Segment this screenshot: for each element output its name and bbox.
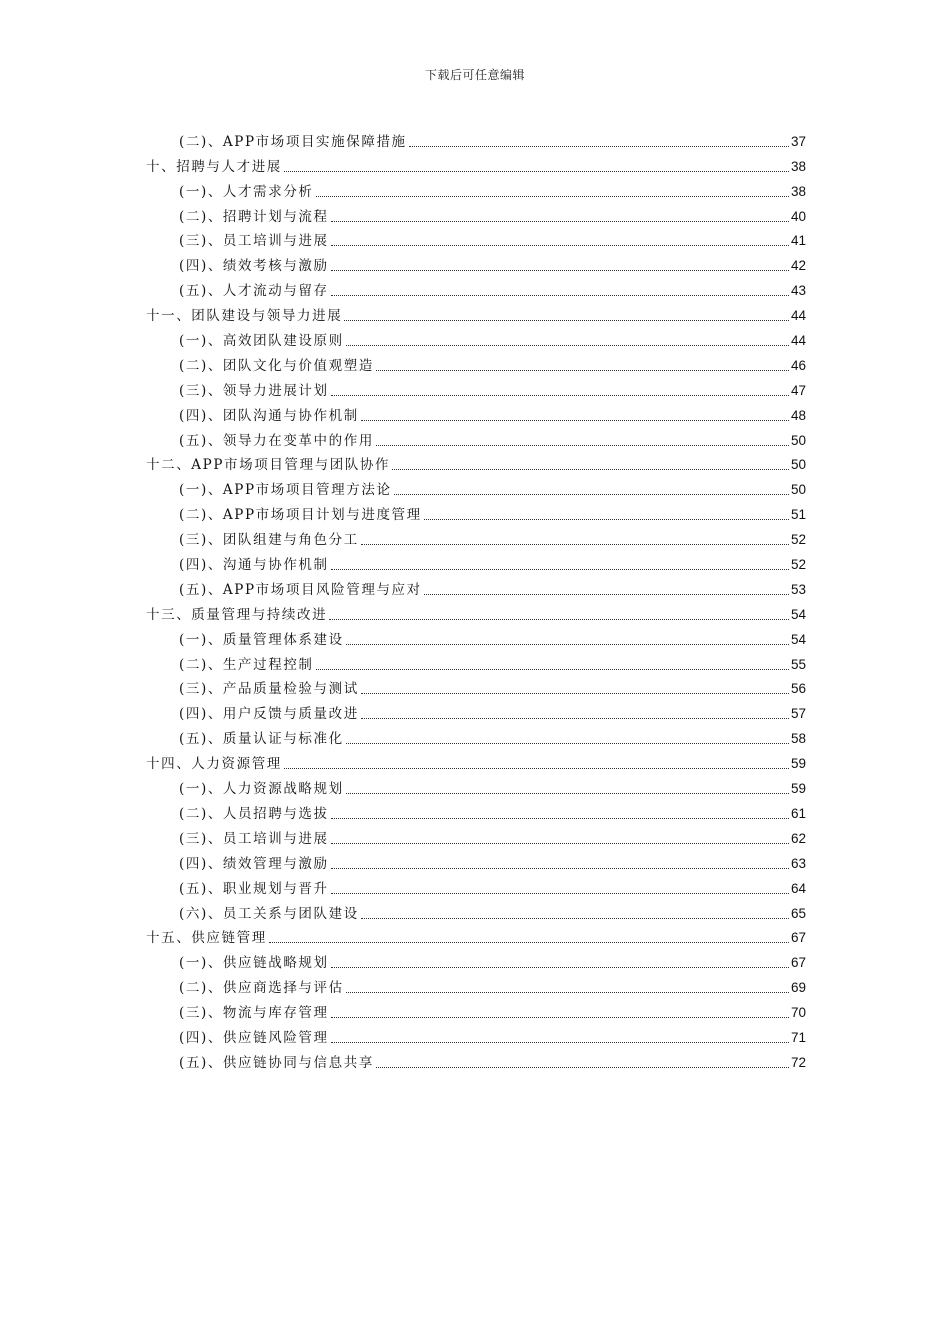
- page-header: [0, 66, 950, 83]
- toc-dot-leader: [331, 967, 789, 968]
- toc-page-number: 52: [790, 557, 806, 573]
- toc-page-number: 61: [790, 805, 806, 821]
- toc-dot-leader: [424, 519, 789, 520]
- toc-page-number: 70: [790, 1005, 806, 1021]
- toc-page-number: 47: [790, 382, 806, 398]
- toc-dot-leader: [331, 245, 789, 246]
- toc-entry-title: 十二、APP市场项目管理与团队协作: [146, 457, 391, 474]
- toc-dot-leader: [344, 320, 789, 321]
- toc-entry-title: 十三、质量管理与持续改进: [146, 606, 328, 623]
- toc-entry-title: (一)、APP市场项目管理方法论: [179, 482, 392, 499]
- toc-dot-leader: [361, 718, 789, 719]
- toc-entry-title: (三)、产品质量检验与测试: [179, 681, 359, 698]
- toc-entry-title: (一)、高效团队建设原则: [179, 333, 344, 350]
- toc-dot-leader: [331, 295, 789, 296]
- toc-dot-leader: [346, 992, 789, 993]
- toc-entry-title: 十五、供应链管理: [146, 930, 267, 947]
- toc-dot-leader: [424, 594, 789, 595]
- toc-entry-title: (五)、供应链协同与信息共享: [179, 1054, 374, 1071]
- toc-page-number: 55: [790, 656, 806, 672]
- toc-section-entry[interactable]: [146, 674, 806, 699]
- toc-section-entry[interactable]: [146, 972, 806, 997]
- toc-section-entry[interactable]: [146, 400, 806, 425]
- toc-section-entry[interactable]: [146, 624, 806, 649]
- toc-dot-leader: [331, 395, 789, 396]
- toc-section-entry[interactable]: [146, 947, 806, 972]
- toc-chapter-entry[interactable]: [146, 300, 806, 325]
- toc-page-number: 41: [790, 233, 806, 249]
- toc-page-number: 48: [790, 407, 806, 423]
- toc-entry-title: (五)、质量认证与标准化: [179, 731, 344, 748]
- toc-page-number: 64: [790, 880, 806, 896]
- toc-entry-title: 十四、人力资源管理: [146, 756, 282, 773]
- toc-section-entry[interactable]: [146, 250, 806, 275]
- toc-section-entry[interactable]: [146, 126, 806, 151]
- toc-section-entry[interactable]: [146, 425, 806, 450]
- toc-section-entry[interactable]: [146, 226, 806, 251]
- toc-chapter-entry[interactable]: [146, 599, 806, 624]
- toc-dot-leader: [346, 793, 789, 794]
- toc-dot-leader: [331, 569, 789, 570]
- toc-entry-title: (一)、人才需求分析: [179, 183, 314, 200]
- toc-page-number: 50: [790, 432, 806, 448]
- header-text: 下载后可任意编辑: [424, 68, 525, 82]
- toc-entry-title: (五)、领导力在变革中的作用: [179, 432, 374, 449]
- toc-section-entry[interactable]: [146, 997, 806, 1022]
- toc-entry-title: (三)、员工培训与进展: [179, 830, 329, 847]
- toc-dot-leader: [394, 494, 789, 495]
- toc-dot-leader: [284, 171, 789, 172]
- toc-entry-title: (四)、供应链风险管理: [179, 1029, 329, 1046]
- toc-section-entry[interactable]: [146, 375, 806, 400]
- toc-entry-title: 十、招聘与人才进展: [146, 158, 282, 175]
- toc-page-number: 57: [790, 706, 806, 722]
- toc-page-number: 54: [790, 631, 806, 647]
- table-of-contents: [146, 126, 806, 1072]
- toc-entry-title: (二)、供应商选择与评估: [179, 980, 344, 997]
- toc-section-entry[interactable]: [146, 1047, 806, 1072]
- toc-page-number: 67: [790, 955, 806, 971]
- toc-chapter-entry[interactable]: [146, 450, 806, 475]
- toc-dot-leader: [331, 1042, 789, 1043]
- toc-dot-leader: [331, 893, 789, 894]
- toc-section-entry[interactable]: [146, 723, 806, 748]
- toc-dot-leader: [346, 743, 789, 744]
- toc-page-number: 50: [790, 457, 806, 473]
- toc-entry-title: 十一、团队建设与领导力进展: [146, 308, 343, 325]
- toc-entry-title: (二)、APP市场项目计划与进度管理: [179, 507, 422, 524]
- toc-page-number: 56: [790, 681, 806, 697]
- toc-page-number: 59: [790, 781, 806, 797]
- toc-dot-leader: [392, 469, 789, 470]
- toc-page-number: 40: [790, 208, 806, 224]
- toc-chapter-entry[interactable]: [146, 923, 806, 948]
- toc-page-number: 42: [790, 258, 806, 274]
- toc-entry-title: (三)、团队组建与角色分工: [179, 532, 359, 549]
- toc-page-number: 43: [790, 283, 806, 299]
- toc-section-entry[interactable]: [146, 898, 806, 923]
- toc-entry-title: (四)、绩效管理与激励: [179, 855, 329, 872]
- toc-page-number: 44: [790, 308, 806, 324]
- toc-dot-leader: [329, 619, 789, 620]
- toc-entry-title: (二)、人员招聘与选拔: [179, 805, 329, 822]
- toc-entry-title: (二)、招聘计划与流程: [179, 208, 329, 225]
- toc-entry-title: (二)、APP市场项目实施保障措施: [179, 133, 407, 150]
- toc-section-entry[interactable]: [146, 798, 806, 823]
- toc-page-number: 44: [790, 333, 806, 349]
- toc-page-number: 59: [790, 756, 806, 772]
- toc-page-number: 53: [790, 581, 806, 597]
- toc-page-number: 67: [790, 930, 806, 946]
- toc-dot-leader: [361, 544, 789, 545]
- toc-page-number: 71: [790, 1029, 806, 1045]
- toc-entry-title: (一)、供应链战略规划: [179, 955, 329, 972]
- toc-dot-leader: [409, 146, 789, 147]
- toc-section-entry[interactable]: [146, 549, 806, 574]
- toc-chapter-entry[interactable]: [146, 748, 806, 773]
- toc-dot-leader: [331, 818, 789, 819]
- toc-page-number: 62: [790, 830, 806, 846]
- toc-entry-title: (五)、人才流动与留存: [179, 283, 329, 300]
- toc-page-number: 54: [790, 606, 806, 622]
- toc-dot-leader: [376, 370, 789, 371]
- toc-page-number: 52: [790, 532, 806, 548]
- toc-dot-leader: [316, 196, 789, 197]
- toc-section-entry[interactable]: [146, 325, 806, 350]
- toc-page-number: 58: [790, 731, 806, 747]
- toc-dot-leader: [331, 1017, 789, 1018]
- toc-section-entry[interactable]: [146, 201, 806, 226]
- toc-dot-leader: [269, 942, 789, 943]
- toc-section-entry[interactable]: [146, 873, 806, 898]
- toc-page-number: 38: [790, 183, 806, 199]
- toc-dot-leader: [361, 693, 789, 694]
- toc-page-number: 72: [790, 1054, 806, 1070]
- toc-section-entry[interactable]: [146, 574, 806, 599]
- toc-dot-leader: [376, 445, 789, 446]
- toc-page-number: 37: [790, 133, 806, 149]
- toc-entry-title: (三)、员工培训与进展: [179, 233, 329, 250]
- toc-page-number: 50: [790, 482, 806, 498]
- toc-entry-title: (四)、沟通与协作机制: [179, 557, 329, 574]
- toc-entry-title: (三)、领导力进展计划: [179, 382, 329, 399]
- toc-section-entry[interactable]: [146, 524, 806, 549]
- toc-section-entry[interactable]: [146, 773, 806, 798]
- toc-dot-leader: [331, 221, 789, 222]
- toc-page-number: 63: [790, 855, 806, 871]
- toc-page-number: 38: [790, 158, 806, 174]
- toc-section-entry[interactable]: [146, 474, 806, 499]
- toc-section-entry[interactable]: [146, 649, 806, 674]
- toc-page-number: 51: [790, 507, 806, 523]
- toc-entry-title: (一)、质量管理体系建设: [179, 631, 344, 648]
- toc-dot-leader: [331, 868, 789, 869]
- toc-entry-title: (一)、人力资源战略规划: [179, 781, 344, 798]
- toc-dot-leader: [376, 1067, 789, 1068]
- toc-dot-leader: [316, 669, 789, 670]
- toc-dot-leader: [346, 644, 789, 645]
- toc-entry-title: (六)、员工关系与团队建设: [179, 905, 359, 922]
- toc-section-entry[interactable]: [146, 698, 806, 723]
- toc-section-entry[interactable]: [146, 176, 806, 201]
- toc-entry-title: (五)、APP市场项目风险管理与应对: [179, 581, 422, 598]
- toc-page-number: 46: [790, 357, 806, 373]
- toc-section-entry[interactable]: [146, 499, 806, 524]
- toc-entry-title: (四)、绩效考核与激励: [179, 258, 329, 275]
- toc-entry-title: (三)、物流与库存管理: [179, 1005, 329, 1022]
- toc-page-number: 69: [790, 980, 806, 996]
- toc-section-entry[interactable]: [146, 1022, 806, 1047]
- toc-chapter-entry[interactable]: [146, 151, 806, 176]
- toc-section-entry[interactable]: [146, 350, 806, 375]
- toc-page-number: 65: [790, 905, 806, 921]
- toc-section-entry[interactable]: [146, 848, 806, 873]
- toc-dot-leader: [331, 270, 789, 271]
- toc-dot-leader: [346, 345, 789, 346]
- toc-entry-title: (五)、职业规划与晋升: [179, 880, 329, 897]
- toc-section-entry[interactable]: [146, 823, 806, 848]
- toc-dot-leader: [361, 918, 789, 919]
- toc-entry-title: (四)、团队沟通与协作机制: [179, 407, 359, 424]
- toc-dot-leader: [361, 420, 789, 421]
- toc-dot-leader: [331, 843, 789, 844]
- toc-entry-title: (二)、团队文化与价值观塑造: [179, 357, 374, 374]
- toc-dot-leader: [284, 768, 789, 769]
- toc-entry-title: (四)、用户反馈与质量改进: [179, 706, 359, 723]
- toc-section-entry[interactable]: [146, 275, 806, 300]
- toc-entry-title: (二)、生产过程控制: [179, 656, 314, 673]
